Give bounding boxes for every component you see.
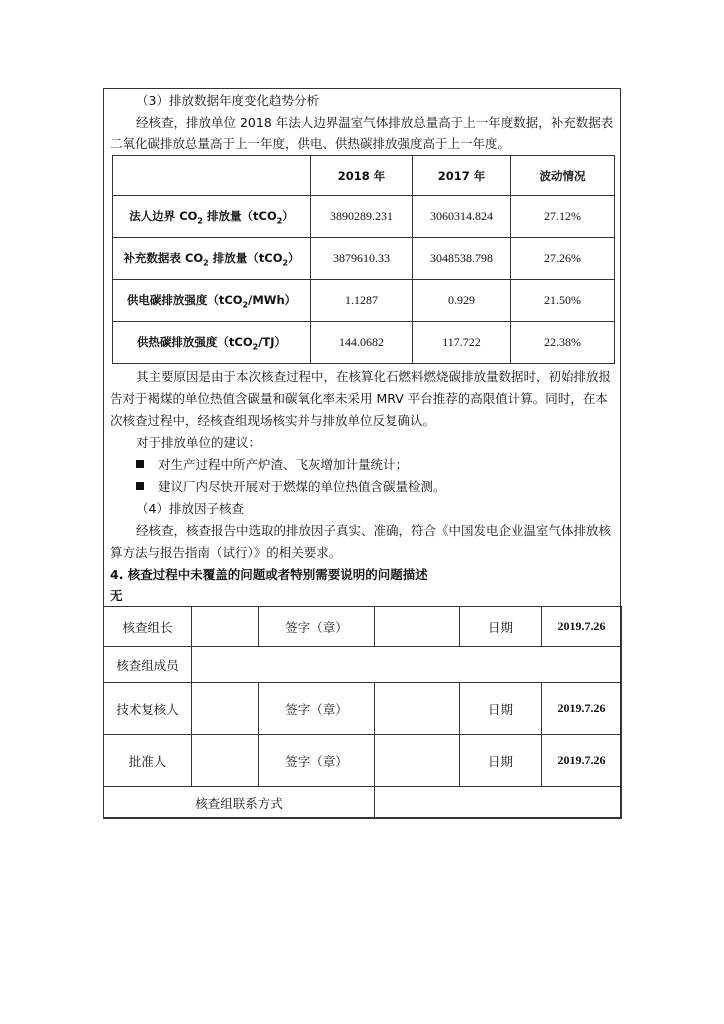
reviewer-sign-label: 签字（章） (259, 683, 375, 735)
value-2017: 117.722 (413, 322, 511, 364)
signoff-row-members (104, 647, 622, 683)
leader-date-label: 日期 (460, 607, 542, 647)
signoff-row-leader (104, 607, 622, 647)
change-value: 27.12% (511, 196, 615, 238)
value-2017: 0.929 (413, 280, 511, 322)
members-label: 核查组成员 (104, 647, 192, 683)
table-header-change: 波动情况 (511, 156, 615, 196)
bullet-icon (136, 482, 144, 490)
signoff-row-approver (104, 735, 622, 787)
section-4-text-line-1: 经核查，核查报告中选取的排放因子真实、准确，符合《中国发电企业温室气体排放核 (136, 523, 612, 538)
value-2018: 144.0682 (311, 322, 413, 364)
contact-cell (375, 787, 622, 819)
table-row (113, 238, 615, 280)
section-3-text-line-1: 经核查，排放单位 2018 年法人边界温室气体排放总量高于上一年度数据，补充数据表 (136, 115, 614, 130)
change-value: 22.38% (511, 322, 615, 364)
value-2018: 1.1287 (311, 280, 413, 322)
reason-line-3: 次核查过程中，经核查组现场核实并与排放单位反复确认。 (110, 413, 436, 428)
section-3-text-line-2: 二氧化碳排放总量高于上一年度，供电、供热碳排放强度高于上一年度。 (110, 136, 511, 151)
suggestion-item: 对生产过程中所产炉渣、飞灰增加计量统计； (136, 455, 408, 474)
approver-sign-cell (375, 735, 460, 787)
value-2017: 3060314.824 (413, 196, 511, 238)
leader-sign-label: 签字（章） (259, 607, 375, 647)
approver-sign-label: 签字（章） (259, 735, 375, 787)
signoff-row-contact (104, 787, 622, 819)
reviewer-date-value: 2019.7.26 (542, 683, 622, 735)
table-header-2017: 2017 年 (413, 156, 511, 196)
change-value: 27.26% (511, 238, 615, 280)
row-label: 供电碳排放强度（tCO$_2$/MWh） (113, 280, 311, 322)
leader-label: 核查组长 (104, 607, 192, 647)
reviewer-date-label: 日期 (460, 683, 542, 735)
reviewer-sign-cell (375, 683, 460, 735)
reviewer-name-cell (192, 683, 259, 735)
value-2018: 3890289.231 (311, 196, 413, 238)
value-2017: 3048538.798 (413, 238, 511, 280)
row-label: 供热碳排放强度（tCO$_2$/TJ） (113, 322, 311, 364)
suggestions-intro: 对于排放单位的建议： (136, 435, 262, 450)
table-header-row (113, 156, 615, 196)
row-label: 补充数据表 $CO_2$ 排放量（tCO$_2$） (113, 238, 311, 280)
leader-sign-cell (375, 607, 460, 647)
issues-heading: 4. 核查过程中未覆盖的问题或者特别需要说明的问题描述 (110, 567, 428, 582)
reason-line-1: 其主要原因是由于本次核查过程中，在核算化石燃料燃烧碳排放量数据时，初始排放报 (136, 369, 612, 384)
suggestion-item: 建议厂内尽快开展对于燃煤的单位热值含碳量检测。 (136, 477, 446, 496)
reviewer-label: 技术复核人 (104, 683, 192, 735)
table-row (113, 196, 615, 238)
signoff-table (103, 606, 622, 819)
table-row (113, 280, 615, 322)
approver-date-label: 日期 (460, 735, 542, 787)
table-header-2018: 2018 年 (311, 156, 413, 196)
members-cell (192, 647, 622, 683)
section-4-text-line-2: 算方法与报告指南（试行）》的相关要求。 (110, 545, 342, 560)
signoff-row-reviewer (104, 683, 622, 735)
approver-label: 批准人 (104, 735, 192, 787)
change-value: 21.50% (511, 280, 615, 322)
leader-date-value: 2019.7.26 (542, 607, 622, 647)
approver-name-cell (192, 735, 259, 787)
table-header-empty (113, 156, 311, 196)
issues-content: 无 (110, 588, 123, 603)
emission-comparison-table (112, 155, 615, 364)
section-4-heading: （4）排放因子核查 (136, 501, 244, 516)
row-label: 法人边界 $CO_2$ 排放量（tCO$_2$） (113, 196, 311, 238)
contact-label: 核查组联系方式 (104, 787, 375, 819)
section-3-heading: （3）排放数据年度变化趋势分析 (136, 93, 319, 108)
reason-line-2: 告对于褐煤的单位热值含碳量和碳氧化率未采用 MRV 平台推荐的高限值计算。同时，在本 (110, 391, 608, 406)
approver-date-value: 2019.7.26 (542, 735, 622, 787)
bullet-icon (136, 460, 144, 468)
table-row (113, 322, 615, 364)
value-2018: 3879610.33 (311, 238, 413, 280)
leader-name-cell (192, 607, 259, 647)
